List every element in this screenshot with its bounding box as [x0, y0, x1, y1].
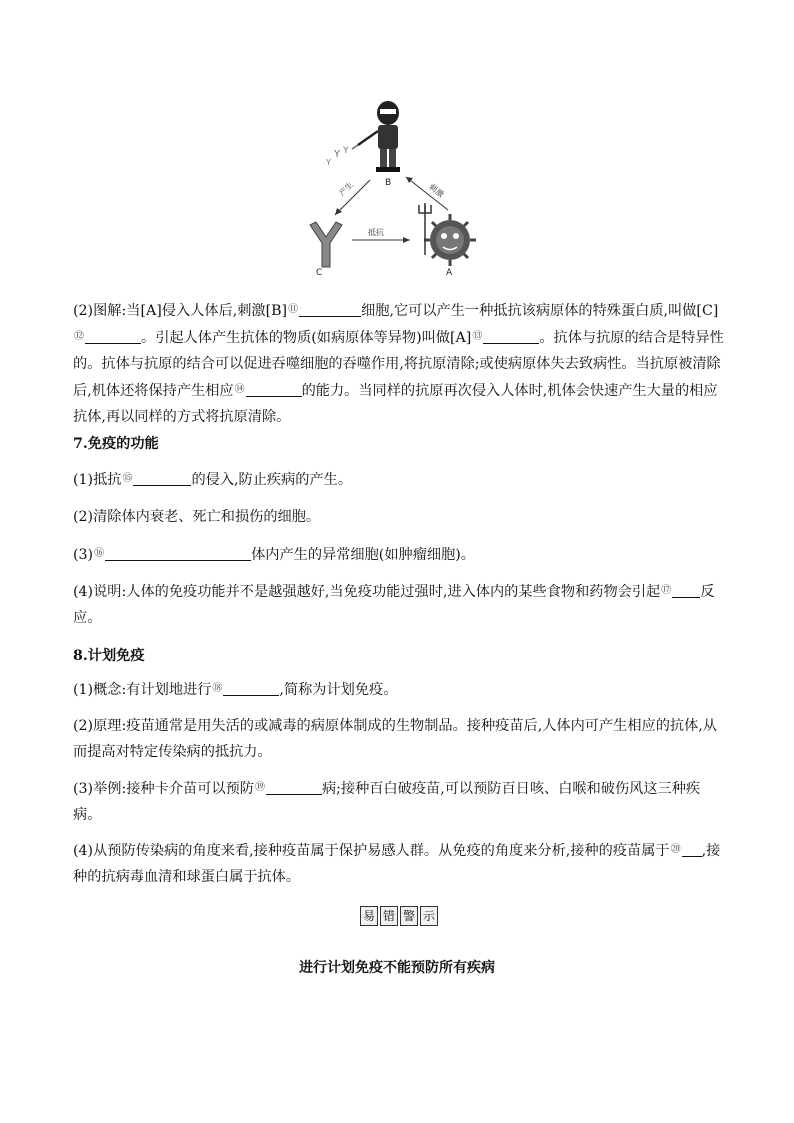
s8-i3-text-b: 病;接种百白破疫苗,可以预防百日咳、白喉和破伤风这三种疾病。	[73, 781, 701, 823]
blank-19[interactable]	[266, 780, 322, 795]
svg-text:Y: Y	[326, 158, 331, 167]
badge-char-2: 错	[380, 906, 398, 926]
p2-text-5: 的能力。当同样的抗原再次侵入人体时,机体会快速产生大量的相应抗体,再以同样的方式将抗原清除。	[73, 383, 718, 425]
paragraph-illustration	[73, 297, 725, 430]
svg-text:Y: Y	[334, 149, 341, 160]
error-warning-badge	[360, 906, 438, 926]
arrow-label-produce: 产生	[337, 180, 356, 199]
section-7-heading: 7.免疫的功能	[73, 436, 159, 452]
s8-item-4	[73, 837, 725, 890]
pathogen-figure	[419, 203, 476, 266]
label-a: A	[446, 268, 453, 278]
s7-i4-text-a: (4)说明:人体的免疫功能并不是越强越好,当免疫功能过强时,进入体内的某些食物和药物会引起	[73, 584, 661, 600]
marker-19: ⑲	[254, 782, 265, 793]
s7-i3-text-a: (3)	[73, 547, 94, 563]
blank-12[interactable]	[85, 329, 141, 344]
label-b: B	[385, 178, 392, 188]
marker-13: ⑬	[472, 331, 483, 342]
blank-18[interactable]	[223, 681, 279, 696]
badge-char-4: 示	[420, 906, 438, 926]
s7-item-4	[73, 578, 725, 631]
blank-20[interactable]	[682, 842, 702, 857]
blank-13[interactable]	[483, 329, 539, 344]
s8-i3-text-a: (3)举例:接种卡介苗可以预防	[73, 781, 254, 797]
p2-text-3: 。引起人体产生抗体的物质(如病原体等异物)叫做[A]	[141, 330, 472, 346]
p2-text-4: 。抗体与抗原的结合是特异性的。抗体与抗原的结合可以促进吞噬细胞的吞噬作用,将抗原清除;或使病原体失去致病性。当抗原被清除后,机体还将保持产生相应	[73, 330, 724, 399]
blank-14[interactable]	[246, 382, 302, 397]
marker-18: ⑱	[212, 683, 223, 694]
s7-i4-text-b: 反应。	[73, 584, 715, 626]
badge-char-1: 易	[360, 906, 378, 926]
arrow-label-resist: 抵抗	[368, 228, 384, 237]
immune-diagram	[300, 95, 500, 280]
marker-12: ⑫	[74, 331, 84, 342]
blank-15[interactable]	[133, 471, 191, 486]
s7-item-1	[73, 466, 725, 493]
s8-i4-text-a: (4)从预防传染病的角度来看,接种疫苗属于保护易感人群。从免疫的角度来分析,接种的疫苗属于	[73, 843, 670, 859]
s8-item-2: (2)原理:疫苗通常是用失活的或减毒的病原体制成的生物制品。接种疫苗后,人体内可产生相应的抗体,从而提高对特定传染病的抵抗力。	[73, 718, 717, 760]
p2-text-1: (2)图解:当[A]侵入人体后,刺激[B]	[73, 303, 288, 319]
marker-20: ⑳	[670, 844, 681, 855]
s8-i4-text-b: ,接种的抗病毒血清和球蛋白属于抗体。	[73, 843, 721, 885]
marker-14: ⑭	[234, 384, 245, 395]
antibody-figure	[310, 222, 342, 267]
marker-17: ⑰	[661, 585, 672, 596]
s7-item-3	[73, 541, 725, 568]
marker-11: ⑪	[288, 304, 299, 315]
blank-17[interactable]	[672, 583, 700, 598]
marker-16: ⑯	[94, 548, 105, 559]
s8-item-1	[73, 676, 725, 703]
lymphocyte-figure	[325, 101, 400, 172]
arrow-label-stimulate: 刺激	[427, 182, 446, 200]
blank-11[interactable]	[299, 302, 361, 317]
s7-i1-text-a: (1)抵抗	[73, 472, 122, 488]
section-8-heading: 8.计划免疫	[73, 648, 145, 664]
badge-char-3: 警	[400, 906, 418, 926]
s7-i1-text-b: 的侵入,防止疾病的产生。	[191, 472, 353, 488]
s8-item-3	[73, 775, 725, 828]
s8-i1-text-a: (1)概念:有计划地进行	[73, 682, 212, 698]
svg-text:Y: Y	[343, 146, 349, 156]
s8-i1-text-b: ,简称为计划免疫。	[279, 682, 398, 698]
s7-i3-text-b: 体内产生的异常细胞(如肿瘤细胞)。	[251, 547, 475, 563]
s7-item-2: (2)清除体内衰老、死亡和损伤的细胞。	[73, 509, 321, 525]
label-c: C	[316, 268, 323, 278]
blank-16[interactable]	[105, 546, 251, 561]
warning-text: 进行计划免疫不能预防所有疾病	[299, 960, 495, 976]
p2-text-2: 细胞,它可以产生一种抵抗该病原体的特殊蛋白质,叫做[C]	[361, 303, 719, 319]
marker-15: ⑮	[122, 473, 133, 484]
